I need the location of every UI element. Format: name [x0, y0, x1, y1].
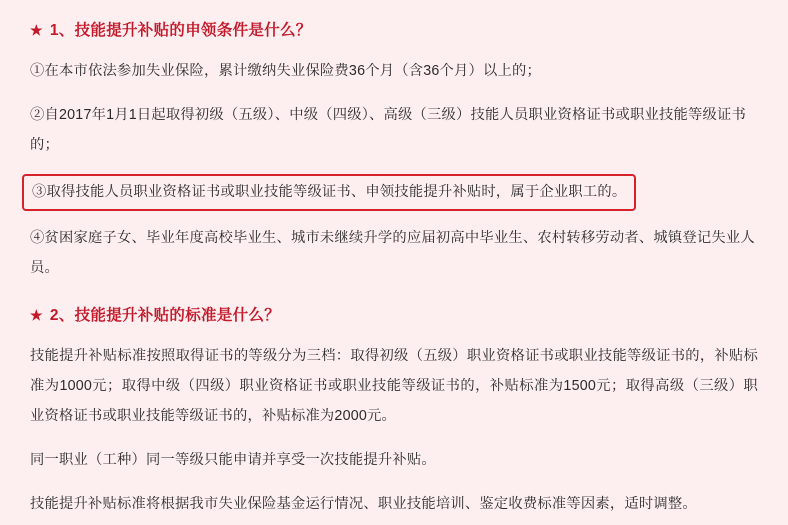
section-1-item-4: ④贫困家庭子女、毕业年度高校毕业生、城市未继续升学的应届初高中毕业生、农村转移劳动者、城镇登记失业人员。 — [30, 230, 755, 276]
section-2-heading — [30, 303, 758, 325]
section-1-number: 1、 — [49, 22, 75, 39]
section-1-item-1: ①在本市依法参加失业保险，累计缴纳失业保险费36个月（含36个月）以上的； — [30, 63, 541, 79]
section-1 — [30, 18, 758, 283]
section-2-number: 2、 — [49, 307, 75, 324]
section-1-item-3: ③取得技能人员职业资格证书或职业技能等级证书、申领技能提升补贴时，属于企业职工的。 — [32, 184, 627, 200]
section-1-title: 技能提升补贴的申领条件是什么？ — [74, 22, 312, 39]
star-icon: ★ — [30, 307, 43, 323]
section-2-item-2: 同一职业（工种）同一等级只能申请并享受一次技能提升补贴。 — [30, 452, 436, 468]
section-2-title: 技能提升补贴的标准是什么？ — [74, 307, 280, 324]
star-icon: ★ — [30, 22, 43, 38]
section-2-item-1: 技能提升补贴标准按照取得证书的等级分为三档：取得初级（五级）职业资格证书或职业技能等级证书的，补贴标准为1000元；取得中级（四级）职业资格证书或职业技能等级证书的，补贴标准为1500元；取得高级（三级）职业资格证书或职业技能等级证书的，补贴标准为2000元。 — [30, 348, 758, 424]
highlighted-condition-box — [22, 174, 636, 211]
section-1-item-2: ②自2017年1月1日起取得初级（五级）、中级（四级）、高级（三级）技能人员职业资格证书或职业技能等级证书的； — [30, 107, 746, 153]
section-1-heading — [30, 18, 758, 40]
section-2-item-3: 技能提升补贴标准将根据我市失业保险基金运行情况、职业技能培训、鉴定收费标准等因素，适时调整。 — [30, 496, 697, 512]
section-2 — [30, 303, 758, 519]
